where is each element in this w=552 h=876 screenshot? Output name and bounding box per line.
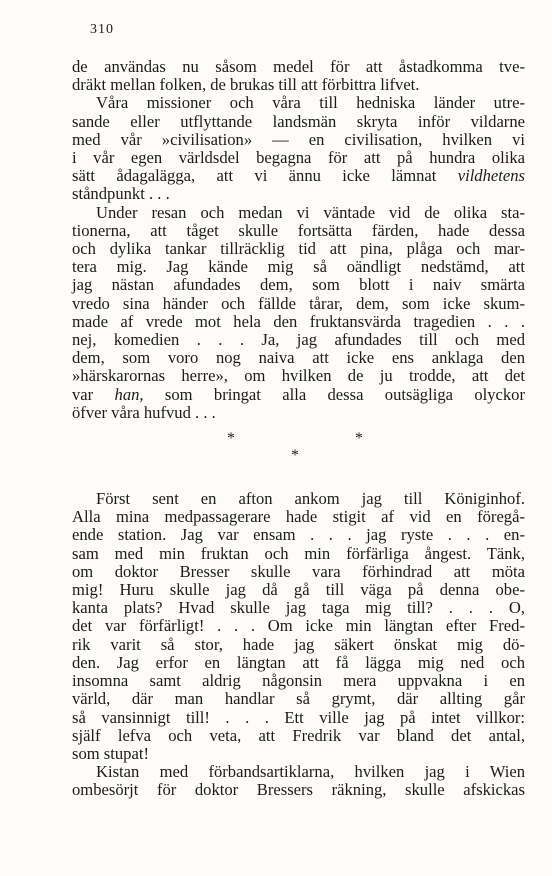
page-number: 310 [90, 22, 114, 37]
body-text [72, 58, 525, 800]
text-line: som stupat! [72, 743, 149, 763]
text-line: den. Jag erfor en längtan att få lägga mig ned och [72, 652, 525, 672]
text-line: made af vrede mot hela den fruktansvärda tragedien . . . [72, 311, 525, 331]
text-line: i vår egen världsdel begagna för att på hundra olika [72, 148, 525, 168]
text-line: Under resan och medan vi väntade vid de olika sta- [96, 202, 525, 222]
text-line: ende station. Jag var ensam . . . jag ryste . . . en- [72, 525, 525, 545]
asterisk: * [355, 430, 363, 448]
text-line: tera mig. Jag kände mig så oändligt nedstämd, att [72, 257, 525, 277]
italic-word: vildhetens [457, 166, 525, 186]
text-line: Våra missioner och våra till hedniska länder utre- [96, 93, 525, 113]
text-line: och dylika tankar tillräcklig tid att pina, plåga och mar- [72, 239, 525, 259]
text-line: sam med min fruktan och min förfärliga ångest. Tänk, [72, 543, 525, 563]
text-line: om doktor Bresser skulle vara förhindrad att möta [72, 561, 525, 581]
text-line: de användas nu såsom medel för att åstadkomma tve- [72, 57, 525, 76]
paragraph-4 [72, 490, 525, 763]
asterisk: * [291, 447, 299, 465]
text-line: dräkt mellan folken, de brukas till att förbittra lifvet. [72, 75, 420, 95]
text-line: Först sent en afton ankom jag till Königinhof. [96, 489, 525, 509]
paragraph-2 [72, 94, 525, 203]
text-line: »härskarornas herre», om hvilken de ju trodde, att det [72, 366, 525, 386]
text-line: mig! Huru skulle jag då gå till väga på denna obe- [72, 580, 525, 600]
text-line: ombesörjt för doktor Bressers räkning, skulle afskickas [72, 780, 525, 800]
text-line [72, 386, 525, 404]
text-segment: var [72, 384, 115, 404]
asterisk: * [227, 430, 235, 448]
section-break [72, 430, 525, 484]
text-line: med vår »civilisation» — en civilisation, hvilken vi [72, 129, 525, 149]
text-line: Kistan med förbandsartiklarna, hvilken jag i Wien [96, 762, 525, 782]
text-line: vredo sina händer och fällde tårar, dem, som icke skum- [72, 293, 525, 313]
paragraph-1 [72, 58, 525, 94]
text-line [72, 167, 525, 185]
text-line: kanta plats? Hvad skulle jag taga mig till? . . . O, [72, 598, 525, 618]
text-line: Alla mina medpassagerare hade stigit af vid en föregå- [72, 507, 525, 527]
text-line: så vansinnigt till! . . . Ett ville jag på intet villkor: [72, 707, 525, 727]
text-line: värld, där man handlar så grymt, där allting går [72, 689, 525, 709]
text-line: öfver våra hufvud . . . [72, 402, 216, 422]
text-line: själf lefva och veta, att Fredrik var bland det antal, [72, 725, 525, 745]
text-line: sande eller utflyttande landsmän skryta inför vildarne [72, 111, 525, 131]
text-line: ståndpunkt . . . [72, 184, 170, 204]
text-line: nej, komedien . . . Ja, jag afundades till och med [72, 330, 525, 350]
text-line: det var förfärligt! . . . Om icke min längtan efter Fred- [72, 616, 525, 636]
italic-word: han, [114, 384, 144, 404]
text-line: insomna samt aldrig någonsin mera uppvakna i en [72, 671, 525, 691]
text-segment: som bringat alla dessa outsägliga olyckor [143, 384, 526, 404]
text-line: jag nästan afundades dem, som blott i naiv smärta [72, 275, 525, 295]
text-line: tionerna, att tåget skulle fortsätta färden, hade dessa [72, 220, 525, 240]
text-line: dem, som voro nog naiva att icke ens anklaga den [72, 348, 525, 368]
text-segment: sätt ådagalägga, att vi ännu icke lämnat [72, 166, 458, 186]
text-line: rik varit så stor, hade jag säkert önskat mig dö- [72, 634, 525, 654]
paragraph-5 [72, 763, 525, 799]
paragraph-3 [72, 204, 525, 422]
